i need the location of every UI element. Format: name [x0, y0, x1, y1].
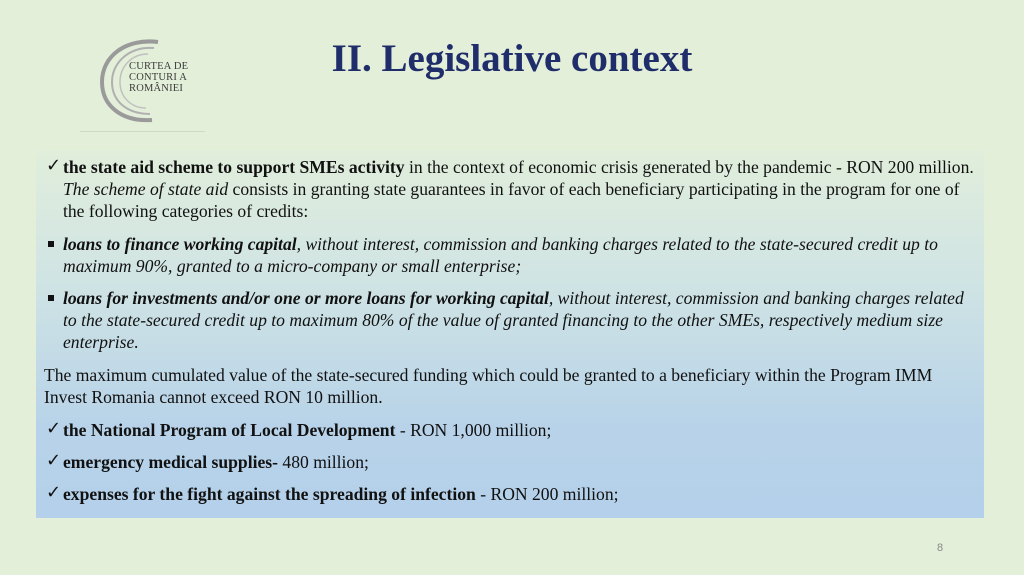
logo-line-3: ROMÂNIEI: [129, 83, 184, 94]
check-icon: ✓: [46, 155, 62, 176]
page-number: 8: [936, 542, 944, 554]
paragraph-text: The maximum cumulated value of the state-secured funding which could be granted to a beneficiary within the Program IMM Invest Romania cannot exceed RON 10 million.: [44, 365, 933, 407]
list-item-working-capital: [46, 233, 976, 277]
item-text: in the context of economic crisis generated by the pandemic - RON 200 million.: [404, 157, 974, 177]
list-item-state-aid: [46, 156, 976, 222]
item-text: - RON 1,000 million;: [395, 420, 552, 440]
item-italic: , without interest, commission and banking charges related to the state-secured credit up to maximum 90%, granted to a micro-company or small enterprise;: [63, 234, 938, 276]
item-bold-italic: loans for investments and/or one or more loans for working capital: [63, 288, 549, 308]
list-item-medical-supplies: [46, 451, 976, 473]
logo-line-1: CURTEA DE: [129, 61, 189, 72]
content-box: [36, 150, 984, 518]
item-italic: , without interest, commission and banking charges related to the state-secured credit up to maximum 80% of the value of granted financing to the other SMEs, respectively medium size enterprise.: [63, 288, 964, 352]
check-icon: ✓: [46, 482, 62, 503]
item-text: consists in granting state guarantees in favor of each beneficiary participating in the program for one of the following categories of credits:: [63, 179, 960, 221]
square-bullet-icon: [48, 241, 54, 247]
paragraph-maximum-value: [44, 364, 974, 408]
item-text: - RON 200 million;: [475, 484, 619, 504]
item-bold: expenses for the fight against the spreading of infection: [63, 484, 476, 504]
logo-line-2: CONTURI A: [129, 72, 188, 83]
slide-title: II. Legislative context: [331, 37, 693, 80]
item-bold: the state aid scheme to support SMEs activity: [63, 157, 405, 177]
list-item-infection-expenses: [46, 483, 976, 505]
item-bold: the National Program of Local Development: [63, 420, 396, 440]
list-item-investments: [46, 287, 976, 353]
square-bullet-icon: [48, 295, 54, 301]
check-icon: ✓: [46, 450, 62, 471]
item-text: 480 million;: [278, 452, 369, 472]
logo-divider: [80, 131, 205, 132]
list-item-local-development: [46, 419, 976, 441]
item-italic: The scheme of state aid: [63, 179, 229, 199]
item-bold: emergency medical supplies-: [63, 452, 278, 472]
check-icon: ✓: [46, 418, 62, 439]
item-bold-italic: loans to finance working capital: [63, 234, 297, 254]
